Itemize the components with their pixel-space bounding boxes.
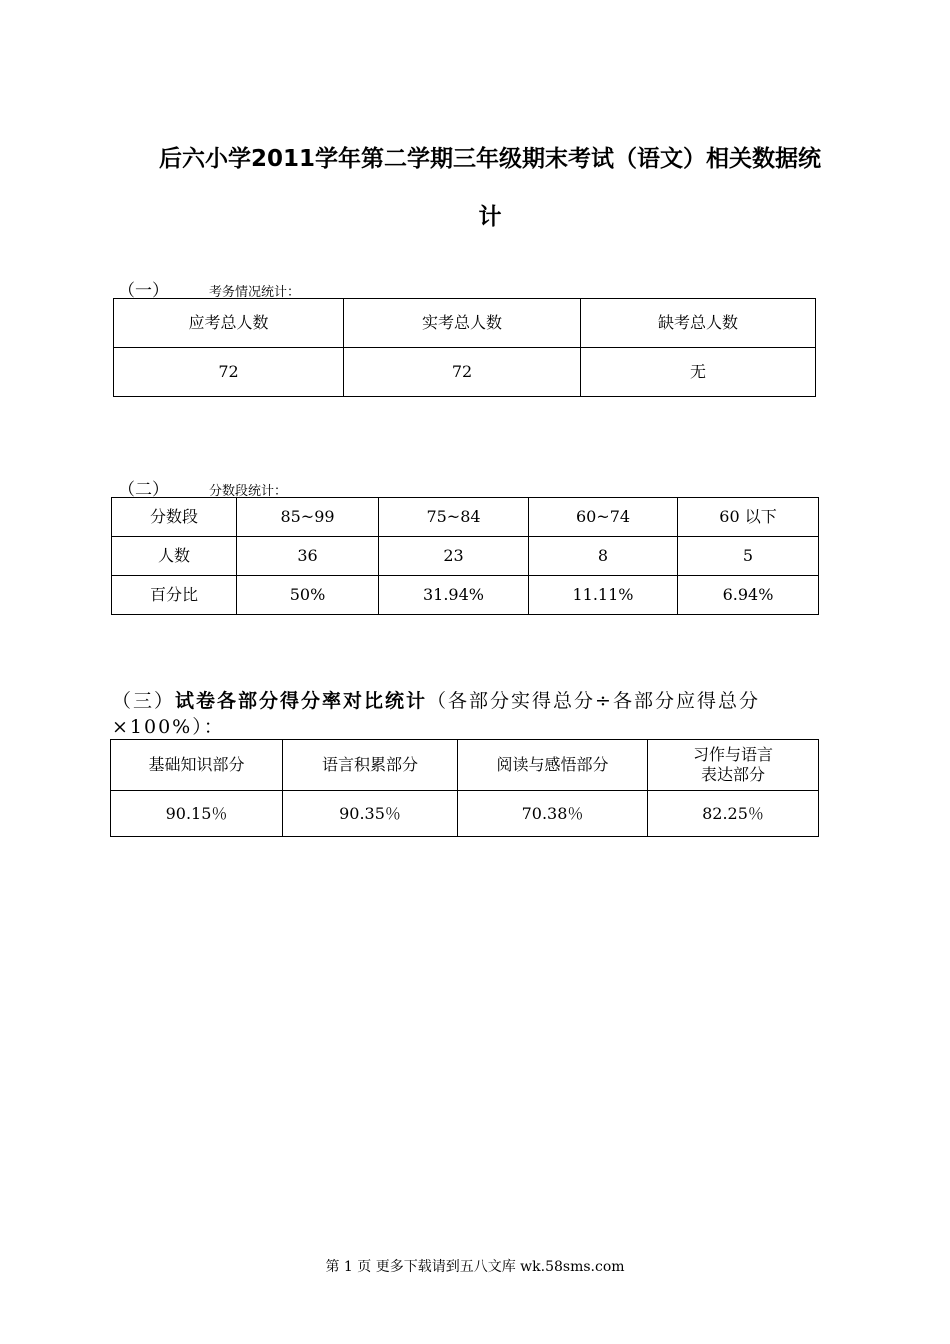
header-cell-line-2: 表达部分 xyxy=(700,765,765,784)
table-cell: 分数段 xyxy=(112,498,237,537)
section3-formula: （各部分实得总分÷各部分应得总分 xyxy=(427,690,760,712)
title-line-2: 计 xyxy=(478,204,502,230)
table-cell: 5 xyxy=(678,537,819,576)
title-line-1: 后六小学2011学年第二学期三年级期末考试（语文）相关数据统 xyxy=(158,146,821,172)
header-cell: 实考总人数 xyxy=(344,299,581,348)
header-cell: 阅读与感悟部分 xyxy=(458,740,648,791)
value-cell: 70.38％ xyxy=(458,791,648,837)
header-cell: 语言积累部分 xyxy=(283,740,458,791)
document-title xyxy=(110,130,870,246)
page-footer: 第 1 页 更多下载请到五八文库 wk.58sms.com xyxy=(325,1259,625,1275)
table-cell: 8 xyxy=(529,537,678,576)
section2-number: （二） xyxy=(118,480,169,500)
section3-number: （三） xyxy=(112,690,176,712)
table-cell: 60~74 xyxy=(529,498,678,537)
table-row xyxy=(111,791,819,837)
value-cell: 90.15％ xyxy=(111,791,283,837)
table-cell: 6.94% xyxy=(678,576,819,615)
table-row xyxy=(112,498,819,537)
section2-desc: 分数段统计： xyxy=(209,484,288,499)
table-cell: 60 以下 xyxy=(678,498,819,537)
table-cell: 50% xyxy=(237,576,379,615)
header-cell xyxy=(648,740,819,791)
value-cell: 无 xyxy=(581,348,816,397)
header-cell: 基础知识部分 xyxy=(111,740,283,791)
section3-heading xyxy=(112,688,872,740)
score-range-table xyxy=(111,497,819,615)
section1-desc: 考务情况统计： xyxy=(209,285,301,300)
table-row xyxy=(114,299,816,348)
section3-formula-cont: ×100%）： xyxy=(112,716,225,738)
header-cell-line-1: 习作与语言 xyxy=(692,745,773,764)
value-cell: 72 xyxy=(114,348,344,397)
table-row xyxy=(111,740,819,791)
header-cell: 缺考总人数 xyxy=(581,299,816,348)
header-cell: 应考总人数 xyxy=(114,299,344,348)
value-cell: 90.35％ xyxy=(283,791,458,837)
section1-number: （一） xyxy=(118,281,169,301)
section3-title: 试卷各部分得分率对比统计 xyxy=(175,690,428,712)
table-cell: 36 xyxy=(237,537,379,576)
table-row xyxy=(112,576,819,615)
table-row xyxy=(114,348,816,397)
exam-attendance-table xyxy=(113,298,816,397)
table-cell: 百分比 xyxy=(112,576,237,615)
table-cell: 85~99 xyxy=(237,498,379,537)
table-cell: 31.94% xyxy=(379,576,529,615)
table-cell: 11.11% xyxy=(529,576,678,615)
value-cell: 82.25％ xyxy=(648,791,819,837)
value-cell: 72 xyxy=(344,348,581,397)
table-cell: 23 xyxy=(379,537,529,576)
table-cell: 75~84 xyxy=(379,498,529,537)
section-score-rate-table xyxy=(110,739,819,837)
table-cell: 人数 xyxy=(112,537,237,576)
table-row xyxy=(112,537,819,576)
